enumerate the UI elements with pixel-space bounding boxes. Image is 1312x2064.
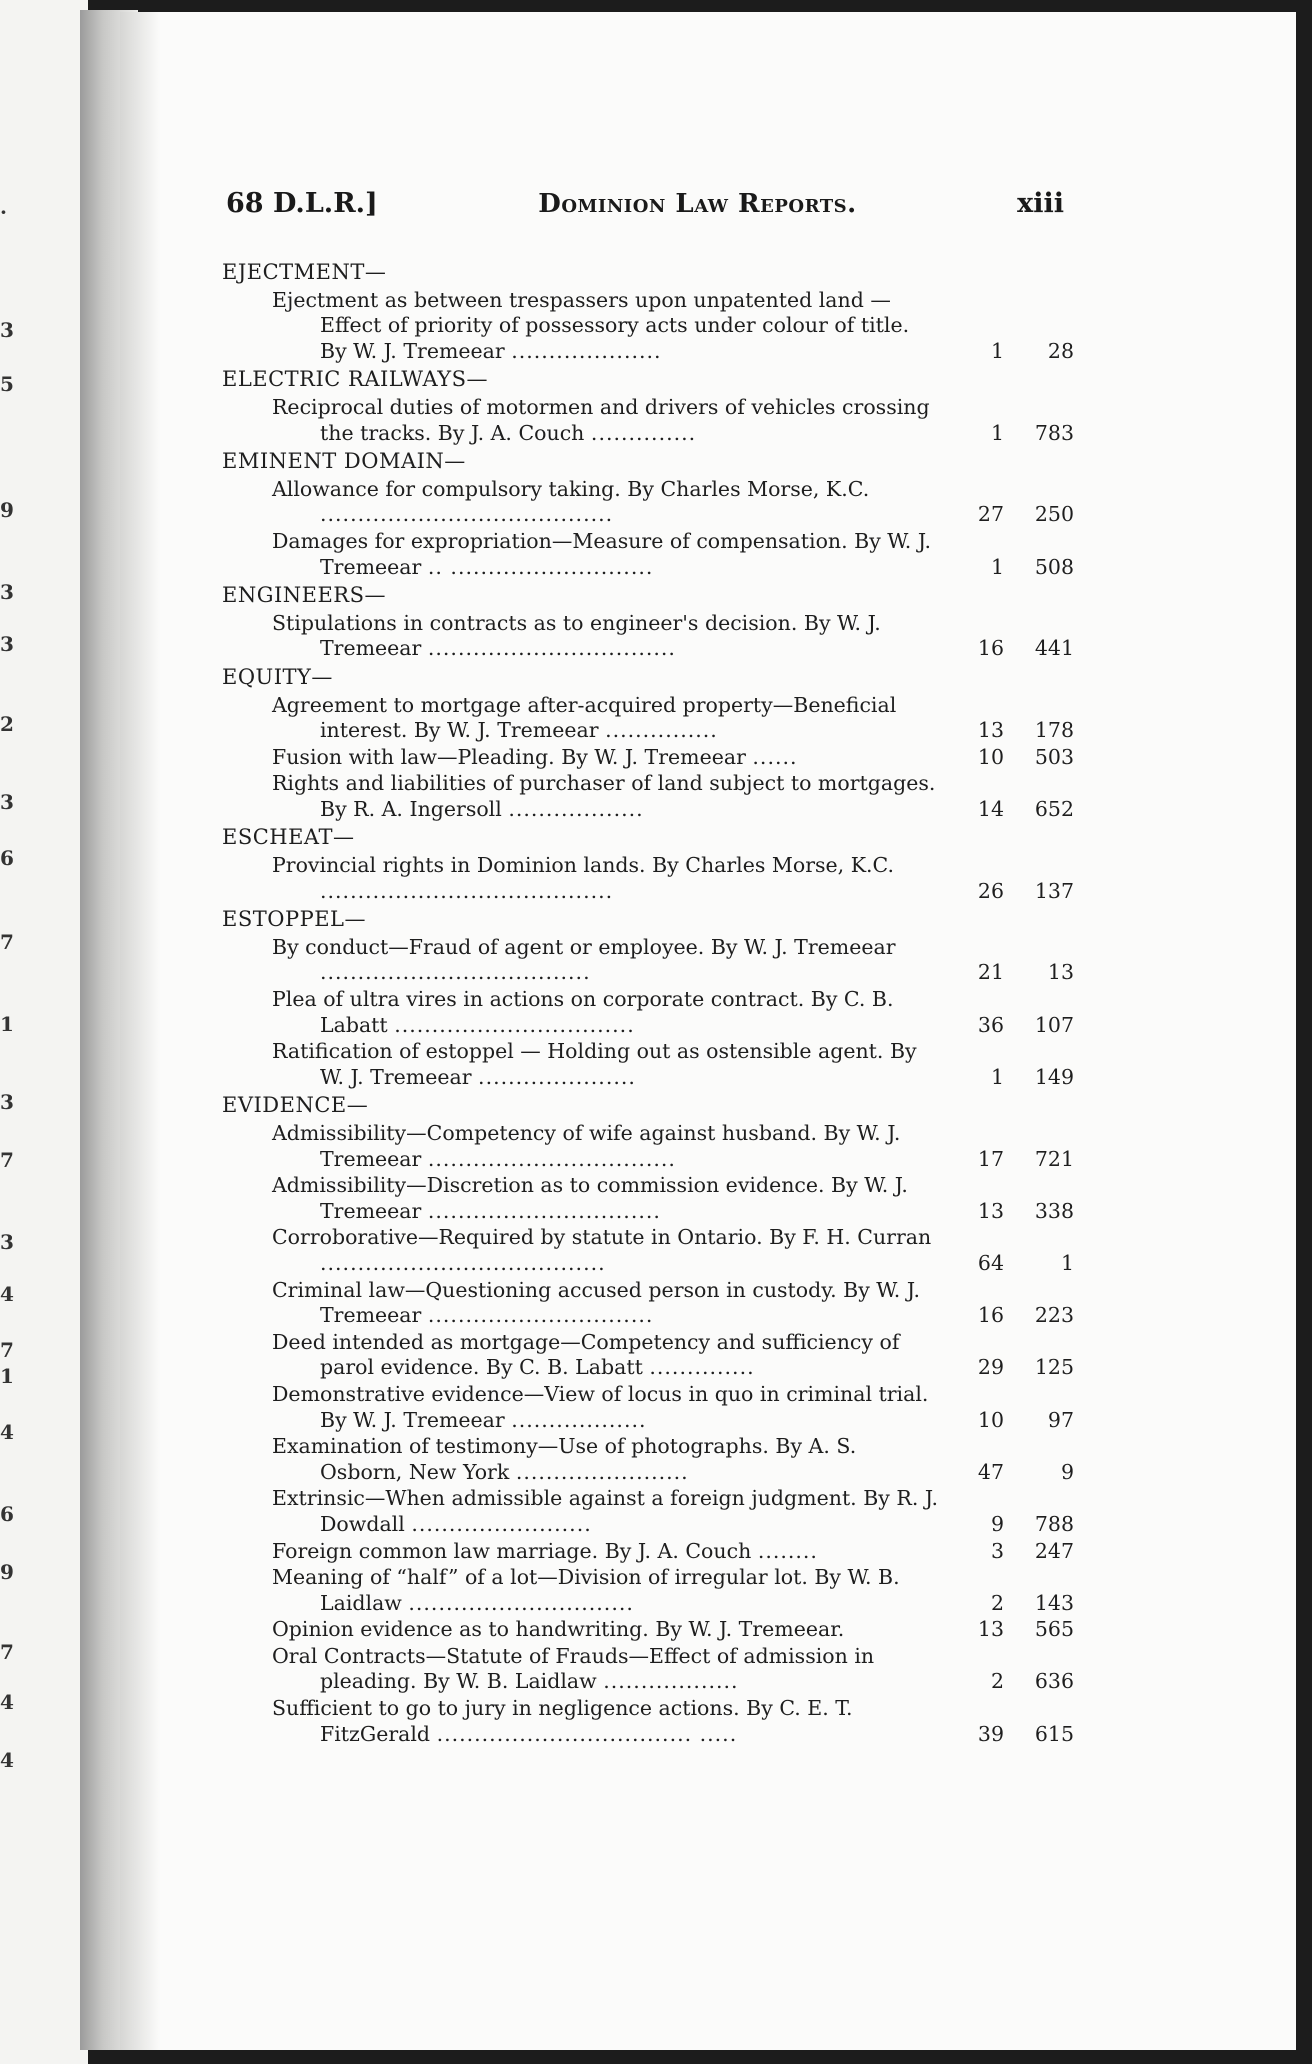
entry-page: 143 bbox=[1034, 1590, 1074, 1615]
entry-text: Reciprocal duties of motormen and drivers of vehicles crossing the tracks. By J. A. Couch bbox=[272, 394, 930, 445]
leader-dots: ....................................... bbox=[320, 878, 614, 903]
margin-fragment: 3 bbox=[0, 632, 14, 656]
page-gutter-shade bbox=[120, 12, 160, 2050]
entry-page: 178 bbox=[1034, 718, 1074, 743]
index-entry bbox=[272, 477, 1074, 528]
entry-volume: 2 bbox=[990, 1590, 1004, 1615]
margin-fragment: 7 bbox=[0, 1148, 14, 1172]
section-heading: ESTOPPEL— bbox=[222, 907, 366, 932]
index-entry bbox=[272, 1565, 1074, 1616]
margin-fragment: 3 bbox=[0, 1230, 14, 1254]
entry-page: 503 bbox=[1034, 744, 1074, 769]
entry-text: Oral Contracts—Statute of Frauds—Effect of admission in pleading. By W. B. Laidlaw bbox=[272, 1643, 875, 1694]
leader-dots: .................. bbox=[511, 1407, 647, 1432]
entry-text: Examination of testimony—Use of photographs. By A. S. Osborn, New York bbox=[272, 1434, 857, 1484]
leader-dots: .................. bbox=[603, 1669, 739, 1694]
leader-dots: .............. bbox=[649, 1355, 755, 1380]
index-entry bbox=[272, 853, 1074, 904]
leader-dots: ........ bbox=[757, 1538, 818, 1563]
index-entry bbox=[272, 1434, 1074, 1485]
entry-volume: 13 bbox=[977, 718, 1004, 743]
leader-dots: ................................ bbox=[394, 1012, 635, 1037]
margin-fragment: 4 bbox=[0, 1748, 14, 1772]
margin-fragment: 7 bbox=[0, 1338, 14, 1362]
margin-fragment: 4 bbox=[0, 1420, 14, 1444]
entry-text: Fusion with law—Pleading. By W. J. Tremeear bbox=[272, 744, 746, 769]
entry-volume: 3 bbox=[990, 1538, 1004, 1563]
margin-fragment: 2 bbox=[0, 712, 14, 736]
entry-volume: 1 bbox=[990, 1064, 1004, 1089]
entry-volume: 16 bbox=[977, 636, 1004, 661]
leader-dots: .................... bbox=[511, 338, 662, 363]
entry-text: Ratification of estoppel — Holding out as ostensible agent. By W. J. Tremeear bbox=[272, 1039, 917, 1089]
index-entry bbox=[272, 1644, 1074, 1695]
entry-text: Allowance for compulsory taking. By Charles Morse, K.C. bbox=[272, 476, 870, 501]
entry-text: Admissibility—Competency of wife against husband. By W. J. Tremeear bbox=[272, 1121, 901, 1171]
entry-volume: 47 bbox=[977, 1459, 1004, 1484]
margin-fragment: 7 bbox=[0, 930, 14, 954]
leader-dots: ....................... bbox=[515, 1459, 689, 1484]
entry-text: Admissibility—Discretion as to commission evidence. By W. J. Tremeear bbox=[272, 1173, 908, 1223]
facing-page-margin-marks bbox=[0, 0, 30, 2064]
index-entry bbox=[272, 1617, 1074, 1643]
entry-volume: 36 bbox=[977, 1012, 1004, 1037]
leader-dots: ........................ bbox=[411, 1511, 592, 1536]
entry-volume: 10 bbox=[977, 744, 1004, 769]
margin-fragment: 4 bbox=[0, 1282, 14, 1306]
entry-text: Stipulations in contracts as to engineer's decision. By W. J. Tremeear bbox=[272, 610, 881, 661]
index-entry bbox=[272, 1696, 1074, 1747]
margin-fragment: 6 bbox=[0, 1502, 14, 1526]
entry-page: 97 bbox=[1047, 1407, 1074, 1432]
section-heading: EJECTMENT— bbox=[222, 260, 387, 284]
leader-dots: .............. bbox=[590, 420, 697, 445]
section-heading: ELECTRIC RAILWAYS— bbox=[222, 367, 489, 392]
index-entry bbox=[272, 771, 1074, 822]
margin-fragment: 9 bbox=[0, 1560, 14, 1584]
margin-fragment: 6 bbox=[0, 846, 14, 870]
section-heading: ENGINEERS— bbox=[222, 583, 387, 608]
entry-text: Demonstrative evidence—View of locus in quo in criminal trial. By W. J. Tremeear bbox=[272, 1381, 929, 1432]
entry-volume: 64 bbox=[977, 1250, 1004, 1275]
index-entry bbox=[272, 987, 1074, 1038]
index-entry bbox=[272, 1225, 1074, 1276]
leader-dots: .............................. bbox=[427, 1303, 654, 1328]
index-entry bbox=[272, 1539, 1074, 1565]
index-entry bbox=[272, 1278, 1074, 1329]
entry-volume: 29 bbox=[977, 1355, 1004, 1380]
leader-dots: .................................. ..... bbox=[436, 1721, 738, 1746]
index-entry bbox=[272, 745, 1074, 771]
leader-dots: .................................... bbox=[320, 960, 591, 985]
entry-text: Damages for expropriation—Measure of compensation. By W. J. Tremeear bbox=[272, 528, 931, 579]
leader-dots: .................. bbox=[508, 796, 644, 821]
entry-text: Meaning of “half” of a lot—Division of irregular lot. By W. B. Laidlaw bbox=[272, 1565, 900, 1615]
leader-dots: ............................... bbox=[427, 1198, 661, 1223]
index-entry bbox=[272, 1121, 1074, 1172]
entry-page: 250 bbox=[1034, 502, 1074, 527]
leader-dots: .............................. bbox=[408, 1590, 634, 1615]
margin-fragment: 1 bbox=[0, 1364, 14, 1388]
entry-page: 636 bbox=[1034, 1669, 1074, 1694]
index-entry bbox=[272, 1382, 1074, 1433]
entry-volume: 16 bbox=[977, 1303, 1004, 1328]
entry-volume: 9 bbox=[990, 1511, 1004, 1536]
entry-volume: 17 bbox=[977, 1146, 1004, 1171]
entry-page: 125 bbox=[1034, 1355, 1074, 1380]
index-entry bbox=[272, 1486, 1074, 1537]
margin-fragment: 5 bbox=[0, 372, 14, 396]
entry-page: 721 bbox=[1034, 1146, 1074, 1171]
section-heading: ESCHEAT— bbox=[222, 825, 355, 850]
entry-text: Plea of ultra vires in actions on corporate contract. By C. B. Labatt bbox=[272, 987, 894, 1037]
running-head bbox=[226, 188, 1064, 228]
entry-text: Rights and liabilities of purchaser of land subject to mortgages. By R. A. Ingersoll bbox=[272, 771, 936, 821]
section-heading: EMINENT DOMAIN— bbox=[222, 449, 466, 474]
entry-text: Foreign common law marriage. By J. A. Couch bbox=[272, 1538, 752, 1563]
margin-fragment: · bbox=[0, 200, 7, 224]
entry-page: 508 bbox=[1034, 554, 1074, 579]
entry-text: Ejectment as between trespassers upon unpatented land —Effect of priority of possessory acts under colour of title. By W. J. Tremeear bbox=[272, 287, 910, 363]
margin-fragment: 3 bbox=[0, 790, 14, 814]
index-entry bbox=[272, 395, 1074, 446]
entry-page: 788 bbox=[1034, 1511, 1074, 1536]
leader-dots: .. ........................... bbox=[427, 554, 654, 579]
entry-text: Deed intended as mortgage—Competency and sufficiency of parol evidence. By C. B. Labatt bbox=[272, 1329, 900, 1380]
leader-dots: ..................... bbox=[478, 1064, 636, 1089]
entry-page: 223 bbox=[1034, 1303, 1074, 1328]
margin-fragment: 7 bbox=[0, 1640, 14, 1664]
entry-volume: 1 bbox=[990, 554, 1004, 579]
entry-page: 247 bbox=[1034, 1538, 1074, 1563]
entry-volume: 13 bbox=[977, 1198, 1004, 1223]
entry-page: 149 bbox=[1034, 1064, 1074, 1089]
entry-volume: 14 bbox=[977, 796, 1004, 821]
index-entry bbox=[272, 1330, 1074, 1381]
running-head-title: Dominion Law Reports. bbox=[538, 189, 857, 219]
entry-text: Corroborative—Required by statute in Ontario. By F. H. Curran bbox=[272, 1225, 932, 1250]
entry-volume: 1 bbox=[990, 420, 1004, 445]
entry-volume: 39 bbox=[977, 1721, 1004, 1746]
entry-volume: 13 bbox=[977, 1617, 1004, 1642]
entry-volume: 27 bbox=[977, 502, 1004, 527]
entry-page: 652 bbox=[1034, 796, 1074, 821]
entry-page: 137 bbox=[1034, 878, 1074, 903]
entry-page: 9 bbox=[1060, 1459, 1074, 1484]
margin-fragment: 3 bbox=[0, 318, 14, 342]
leader-dots: ...... bbox=[752, 744, 798, 769]
margin-fragment: 9 bbox=[0, 498, 14, 522]
entry-page: 441 bbox=[1034, 636, 1074, 661]
section-heading: EQUITY— bbox=[222, 664, 333, 689]
entry-volume: 1 bbox=[990, 338, 1004, 363]
index-entry bbox=[272, 693, 1074, 744]
margin-fragment: 3 bbox=[0, 1090, 14, 1114]
index-entry bbox=[272, 935, 1074, 986]
index-entry bbox=[272, 1039, 1074, 1090]
entry-page: 783 bbox=[1034, 420, 1074, 445]
entry-page: 13 bbox=[1047, 960, 1074, 985]
entry-text: Criminal law—Questioning accused person in custody. By W. J. Tremeear bbox=[272, 1277, 920, 1328]
entry-text: Provincial rights in Dominion lands. By Charles Morse, K.C. bbox=[272, 853, 895, 878]
entry-volume: 2 bbox=[990, 1669, 1004, 1694]
entry-page: 565 bbox=[1034, 1617, 1074, 1642]
entry-volume: 21 bbox=[977, 960, 1004, 985]
section-heading: EVIDENCE— bbox=[222, 1093, 369, 1118]
leader-dots: ................................. bbox=[427, 1146, 676, 1171]
entry-text: Extrinsic—When admissible against a foreign judgment. By R. J. Dowdall bbox=[272, 1486, 938, 1536]
entry-text: Sufficient to go to jury in negligence actions. By C. E. T. FitzGerald bbox=[272, 1696, 853, 1746]
entry-page: 1 bbox=[1060, 1250, 1074, 1275]
leader-dots: ................................. bbox=[427, 636, 676, 661]
entry-text: By conduct—Fraud of agent or employee. By W. J. Tremeear bbox=[272, 934, 896, 959]
entry-page: 338 bbox=[1034, 1198, 1074, 1223]
entry-page: 28 bbox=[1047, 338, 1074, 363]
page-number: xiii bbox=[1017, 188, 1064, 219]
index-entry bbox=[272, 611, 1074, 662]
entry-volume: 26 bbox=[977, 878, 1004, 903]
margin-fragment: 3 bbox=[0, 580, 14, 604]
entry-text: Agreement to mortgage after-acquired property—Beneficial interest. By W. J. Tremeear bbox=[272, 692, 897, 743]
index-entry bbox=[272, 529, 1074, 580]
leader-dots: ...................................... bbox=[320, 1250, 606, 1275]
index-entries bbox=[222, 260, 1074, 1748]
index-entry bbox=[272, 288, 1074, 365]
leader-dots: ............... bbox=[605, 718, 718, 743]
entry-text: Opinion evidence as to handwriting. By W. J. Tremeear. bbox=[272, 1617, 845, 1642]
entry-page: 615 bbox=[1034, 1721, 1074, 1746]
index-entry bbox=[272, 1173, 1074, 1224]
margin-fragment: 1 bbox=[0, 1012, 14, 1036]
leader-dots: ....................................... bbox=[320, 502, 614, 527]
running-head-volume: 68 D.L.R.] bbox=[226, 188, 378, 219]
margin-fragment: 4 bbox=[0, 1690, 14, 1714]
entry-volume: 10 bbox=[977, 1407, 1004, 1432]
entry-page: 107 bbox=[1034, 1012, 1074, 1037]
